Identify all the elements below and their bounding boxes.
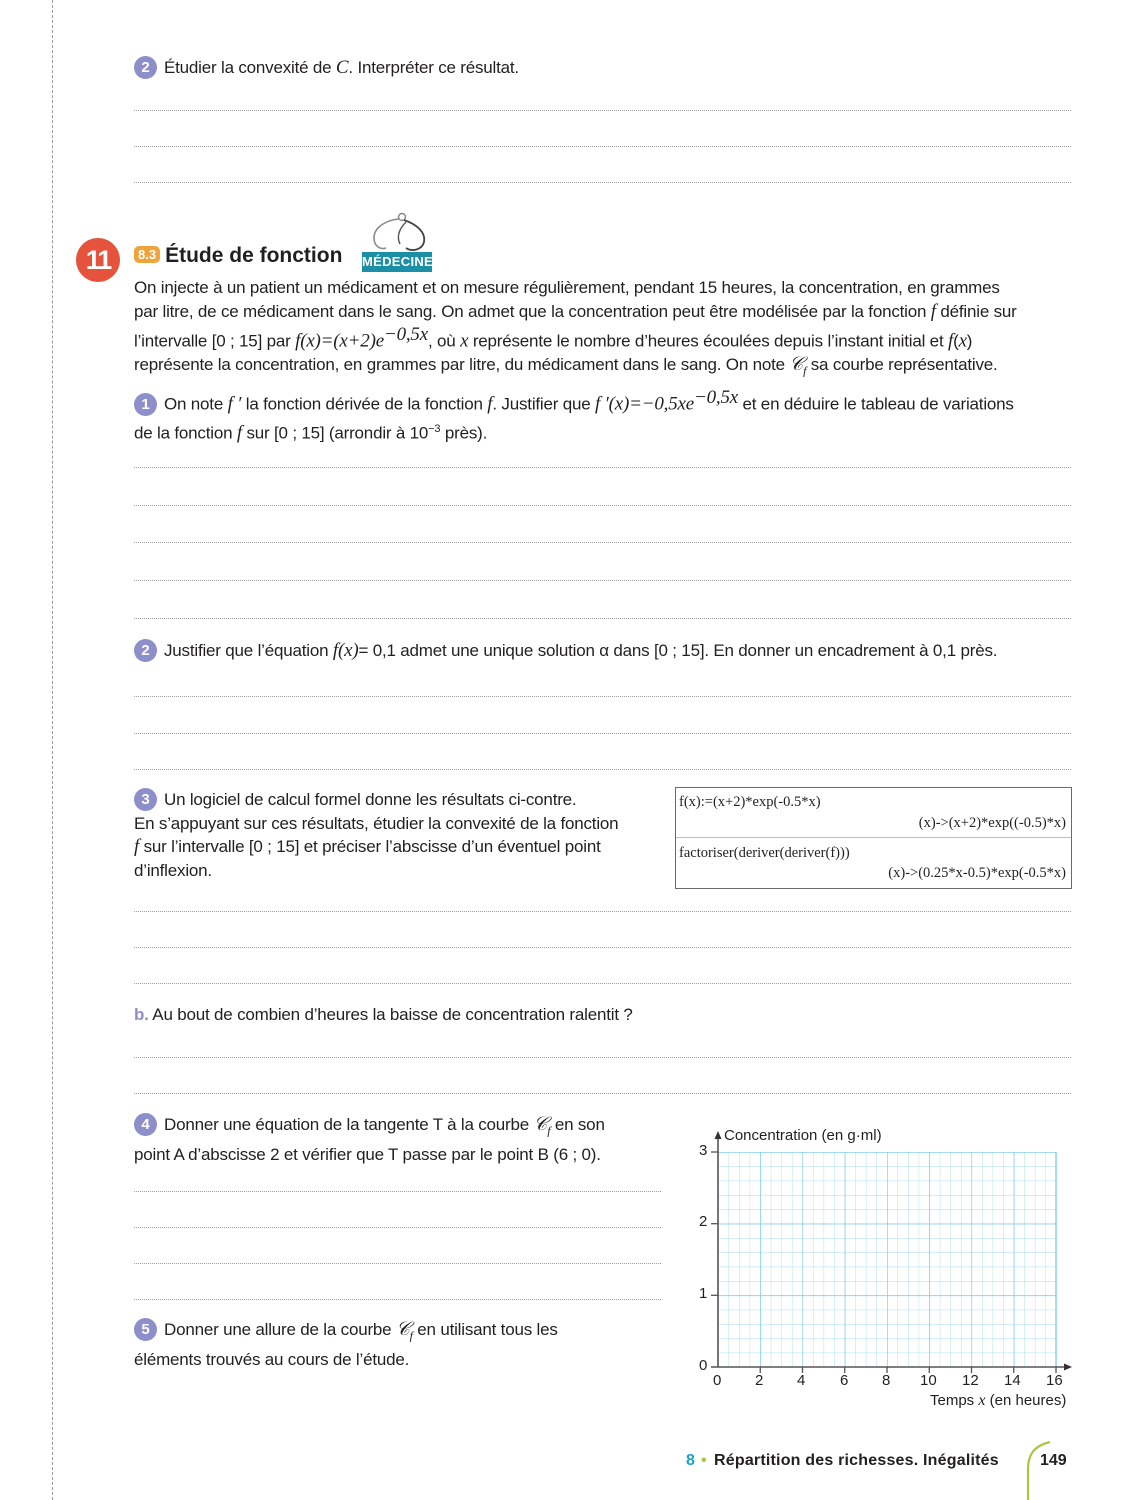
answer-line[interactable] — [134, 947, 1071, 948]
cut-margin-line — [52, 0, 53, 1500]
y-tick-label: 3 — [699, 1142, 708, 1159]
x-tick-label: 14 — [1004, 1372, 1021, 1389]
y-axis-label: Concentration (en g·ml) — [724, 1127, 882, 1144]
x-tick-label: 16 — [1046, 1372, 1063, 1389]
question-number-badge: 2 — [134, 56, 157, 79]
answer-line[interactable] — [134, 542, 1071, 543]
question-number-badge: 1 — [134, 393, 157, 416]
cas-row — [676, 838, 1071, 888]
x-tick-label: 0 — [713, 1372, 722, 1389]
question-number-badge: 3 — [134, 788, 157, 811]
chapter-number: 8 — [686, 1452, 695, 1469]
answer-line[interactable] — [134, 1263, 661, 1264]
question-3b: b. Au bout de combien d’heures la baisse de concentration ralentit ? — [134, 1005, 633, 1024]
exercise-title: 8.3 Étude de fonction — [134, 244, 342, 268]
question-1: 1 On note f ′ la fonction dérivée de la fonction f. Justifier que f $'(x)=-0,5xe^{-0,5x}$ et en déduire le tableau de variations de la fonction f sur [0 ; 15] (arrondir à $10^{-3}$ près). — [134, 387, 1014, 444]
question-5: 5 Donner une allure de la courbe 𝒞$_f$ en utilisant tous les éléments trouvés au cours de l’étude. — [134, 1319, 558, 1369]
answer-line[interactable] — [134, 467, 1071, 468]
exercise-number-badge: 11 — [76, 238, 120, 282]
question-number-badge: 2 — [134, 639, 157, 662]
answer-line[interactable] — [134, 1191, 661, 1192]
x-tick-label: 12 — [962, 1372, 979, 1389]
answer-line[interactable] — [134, 911, 1071, 912]
exercise-intro: On injecte à un patient un médicament et on mesure régulièrement, pendant 15 heures, la concentration, en grammes par litre, de ce médicament dans le sang. On admet que la concentration peut être modélisée par la fonction f définie sur l’intervalle [0 ; 15] par $f(x)=(x+2)e^{-0,5x}$, où x représente le nombre d’heures écoulées depuis l’instant initial et f(x) représente la concentration, en grammes par litre, du médicament dans le sang. On note 𝒞$_f$ sa courbe représentative. — [134, 278, 1017, 378]
x-tick-label: 2 — [755, 1372, 764, 1389]
page-number: 149 — [1040, 1452, 1067, 1469]
chapter-title: Répartition des richesses. Inégalités — [714, 1452, 999, 1469]
answer-line[interactable] — [134, 580, 1071, 581]
stethoscope-icon — [366, 212, 430, 256]
y-tick-label: 2 — [699, 1213, 708, 1230]
footer-separator: • — [701, 1452, 707, 1469]
prev-question-2: 2 Étudier la convexité de C. Interpréter ce résultat. — [134, 56, 519, 80]
answer-line[interactable] — [134, 696, 1071, 697]
x-axis-label: Temps x (en heures) — [930, 1392, 1067, 1409]
x-tick-label: 10 — [920, 1372, 937, 1389]
answer-line[interactable] — [134, 1299, 661, 1300]
answer-line[interactable] — [134, 983, 1071, 984]
course-reference-badge: 8.3 — [134, 246, 160, 263]
cas-input: f(x):=(x+2)*exp(-0.5*x) — [679, 794, 821, 810]
cas-result: (x)->(x+2)*exp((-0.5)*x) — [918, 815, 1066, 831]
answer-line[interactable] — [134, 618, 1071, 619]
question-2: 2 Justifier que l’équation f(x)= 0,1 admet une unique solution α dans [0 ; 15]. En donner un encadrement à 0,1 près. — [134, 639, 1079, 663]
answer-line[interactable] — [134, 505, 1071, 506]
x-tick-label: 6 — [840, 1372, 849, 1389]
answer-line[interactable] — [134, 146, 1071, 147]
page-corner-curve — [1020, 1440, 1060, 1500]
answer-line[interactable] — [134, 769, 1071, 770]
theme-tag-medecine: MÉDECINE — [362, 252, 432, 272]
cas-result: (x)->(0.25*x-0.5)*exp(-0.5*x) — [888, 865, 1066, 881]
cas-output-panel — [675, 787, 1072, 889]
question-number-badge: 5 — [134, 1318, 157, 1341]
question-4: 4 Donner une équation de la tangente T à la courbe 𝒞$_f$ en son point A d’abscisse 2 et vérifier que T passe par le point B (6 ; 0). — [134, 1114, 605, 1164]
cas-input: factoriser(deriver(deriver(f))) — [679, 845, 850, 861]
answer-line[interactable] — [134, 1227, 661, 1228]
x-tick-label: 4 — [797, 1372, 806, 1389]
answer-line[interactable] — [134, 182, 1071, 183]
question-3: 3 Un logiciel de calcul formel donne les résultats ci-contre. En s’appuyant sur ces résultats, étudier la convexité de la fonction f sur l’intervalle [0 ; 15] et préciser l’abscisse d’un éventuel point d’inflexion. — [134, 790, 619, 880]
y-tick-label: 1 — [699, 1285, 708, 1302]
answer-line[interactable] — [134, 1093, 1071, 1094]
answer-line[interactable] — [134, 110, 1071, 111]
answer-line[interactable] — [134, 733, 1071, 734]
x-tick-label: 8 — [882, 1372, 891, 1389]
cas-row — [676, 788, 1071, 838]
answer-line[interactable] — [134, 1057, 1071, 1058]
y-tick-label: 0 — [699, 1357, 708, 1374]
question-number-badge: 4 — [134, 1113, 157, 1136]
